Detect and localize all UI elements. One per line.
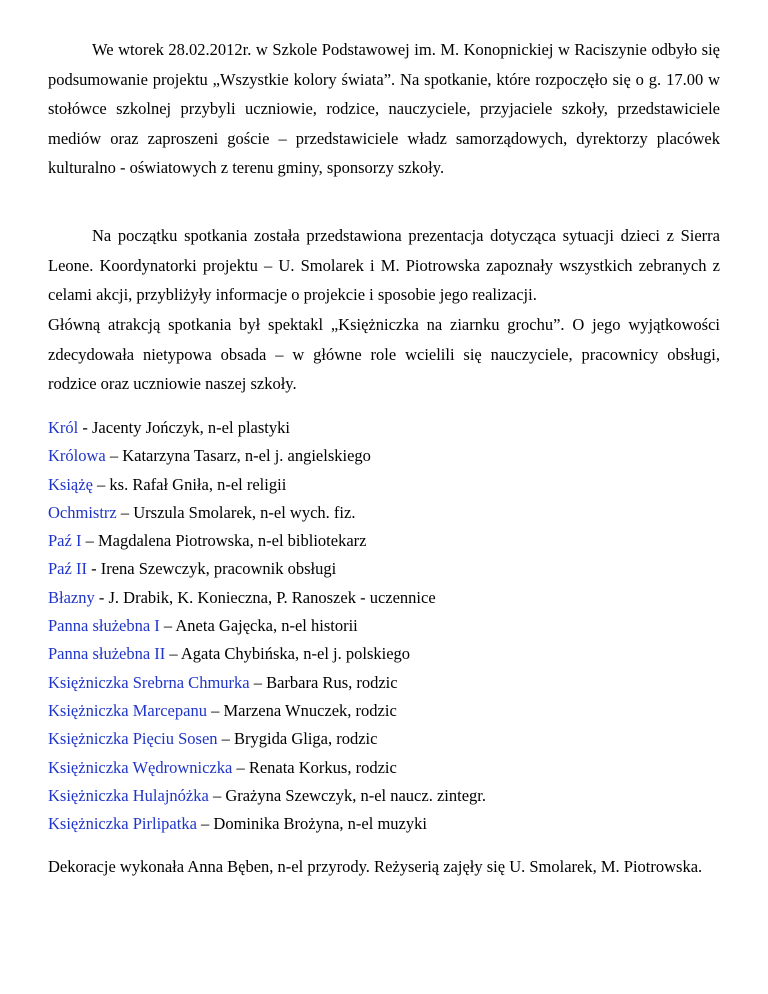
cast-actor: Urszula Smolarek, n-el wych. fiz. — [133, 502, 356, 522]
cast-role: Książę — [48, 474, 93, 494]
cast-item — [48, 584, 720, 612]
cast-role: Panna służebna I — [48, 616, 160, 636]
cast-role: Błazny — [48, 587, 95, 607]
cast-role: Paź II — [48, 559, 87, 579]
cast-item — [48, 782, 720, 810]
cast-separator: – — [249, 672, 267, 692]
cast-item — [48, 754, 720, 782]
cast-separator: - — [94, 587, 109, 607]
cast-separator: - — [78, 418, 92, 437]
cast-item — [48, 697, 720, 725]
cast-separator: – — [165, 644, 181, 664]
cast-actor: J. Drabik, K. Konieczna, P. Ranoszek - uczennice — [108, 587, 436, 607]
cast-list — [48, 414, 720, 838]
cast-actor: Aneta Gajęcka, n-el historii — [175, 616, 358, 636]
cast-separator: - — [86, 559, 101, 579]
cast-role: Księżniczka Srebrna Chmurka — [48, 672, 250, 692]
cast-actor: Agata Chybińska, n-el j. polskiego — [180, 644, 411, 664]
cast-role: Ochmistrz — [48, 502, 117, 522]
cast-actor: Jacenty Jończyk, n-el plastyki — [92, 418, 290, 437]
cast-actor: Barbara Rus, rodzic — [266, 672, 398, 692]
cast-item — [48, 725, 720, 753]
cast-separator: – — [92, 474, 110, 494]
cast-actor: Brygida Gliga, rodzic — [234, 729, 378, 749]
intro-paragraph: We wtorek 28.02.2012r. w Szkole Podstawowej im. M. Konopnickiej w Raciszynie odbyło się podsumowanie projektu „Wszystkie kolory świata”. Na spotkanie, które rozpoczęło się o g. 17.00 w stołówce szkolnej przybyli uczniowie, rodzice, nauczyciele, przyjaciele szkoły, przedstawiciele mediów oraz zaproszeni goście – przedstawiciele władz samorządowych, dyrektorzy placówek kulturalno - oświatowych z terenu gminy, sponsorzy szkoły. — [48, 40, 720, 177]
cast-role: Król — [48, 418, 79, 437]
cast-separator: – — [116, 502, 134, 522]
credits-paragraph: Dekoracje wykonała Anna Bęben, n-el przyrody. Reżyserią zajęły się U. Smolarek, M. Piotrowska. — [48, 857, 703, 876]
presentation-paragraph: Na początku spotkania została przedstawiona prezentacja dotycząca sytuacji dzieci z Sierra Leone. Koordynatorki projektu – U. Smolarek i M. Piotrowska zapoznały wszystkich zebranych z celami akcji, przybliżyły informacje o projekcie i sposobie jego realizacji. — [48, 226, 720, 304]
cast-role: Paź I — [48, 531, 82, 551]
cast-role: Księżniczka Marcepanu — [48, 700, 207, 720]
cast-actor: ks. Rafał Gniła, n-el religii — [109, 474, 287, 494]
cast-role: Księżniczka Hulajnóżka — [48, 785, 209, 805]
cast-item — [48, 612, 720, 640]
cast-item — [48, 414, 720, 442]
cast-actor: Irena Szewczyk, pracownik obsługi — [100, 559, 337, 579]
cast-item — [48, 499, 720, 527]
cast-separator: – — [232, 757, 249, 777]
cast-role: Panna służebna II — [48, 644, 166, 664]
cast-actor: Katarzyna Tasarz, n-el j. angielskiego — [122, 446, 371, 466]
cast-actor: Dominika Brożyna, n-el muzyki — [213, 814, 427, 834]
cast-item — [48, 471, 720, 499]
cast-separator: – — [196, 814, 214, 834]
cast-actor: Magdalena Piotrowska, n-el bibliotekarz — [97, 531, 367, 551]
cast-separator: – — [81, 531, 98, 551]
cast-item — [48, 810, 720, 838]
cast-role: Księżniczka Wędrowniczka — [48, 757, 233, 777]
cast-item — [48, 640, 720, 668]
cast-separator: – — [159, 616, 176, 636]
cast-role: Królowa — [48, 446, 106, 466]
cast-separator: – — [105, 446, 123, 466]
performance-paragraph: Główną atrakcją spotkania był spektakl „Księżniczka na ziarnku grochu”. O jego wyjątkowości zdecydowała nietypowa obsada – w główne role wcielili się nauczyciele, pracownicy obsługi, rodzice oraz uczniowie naszej szkoły. — [48, 315, 720, 393]
cast-actor: Renata Korkus, rodzic — [248, 757, 397, 777]
cast-separator: – — [206, 700, 224, 720]
cast-actor: Grażyna Szewczyk, n-el naucz. zintegr. — [225, 785, 486, 805]
cast-item — [48, 555, 720, 583]
cast-actor: Marzena Wnuczek, rodzic — [223, 700, 397, 720]
cast-item — [48, 442, 720, 470]
cast-separator: – — [217, 729, 235, 749]
cast-separator: – — [208, 785, 226, 805]
cast-role: Księżniczka Pięciu Sosen — [48, 729, 218, 749]
cast-item — [48, 527, 720, 555]
cast-role: Księżniczka Pirlipatka — [48, 814, 197, 834]
cast-item — [48, 669, 720, 697]
